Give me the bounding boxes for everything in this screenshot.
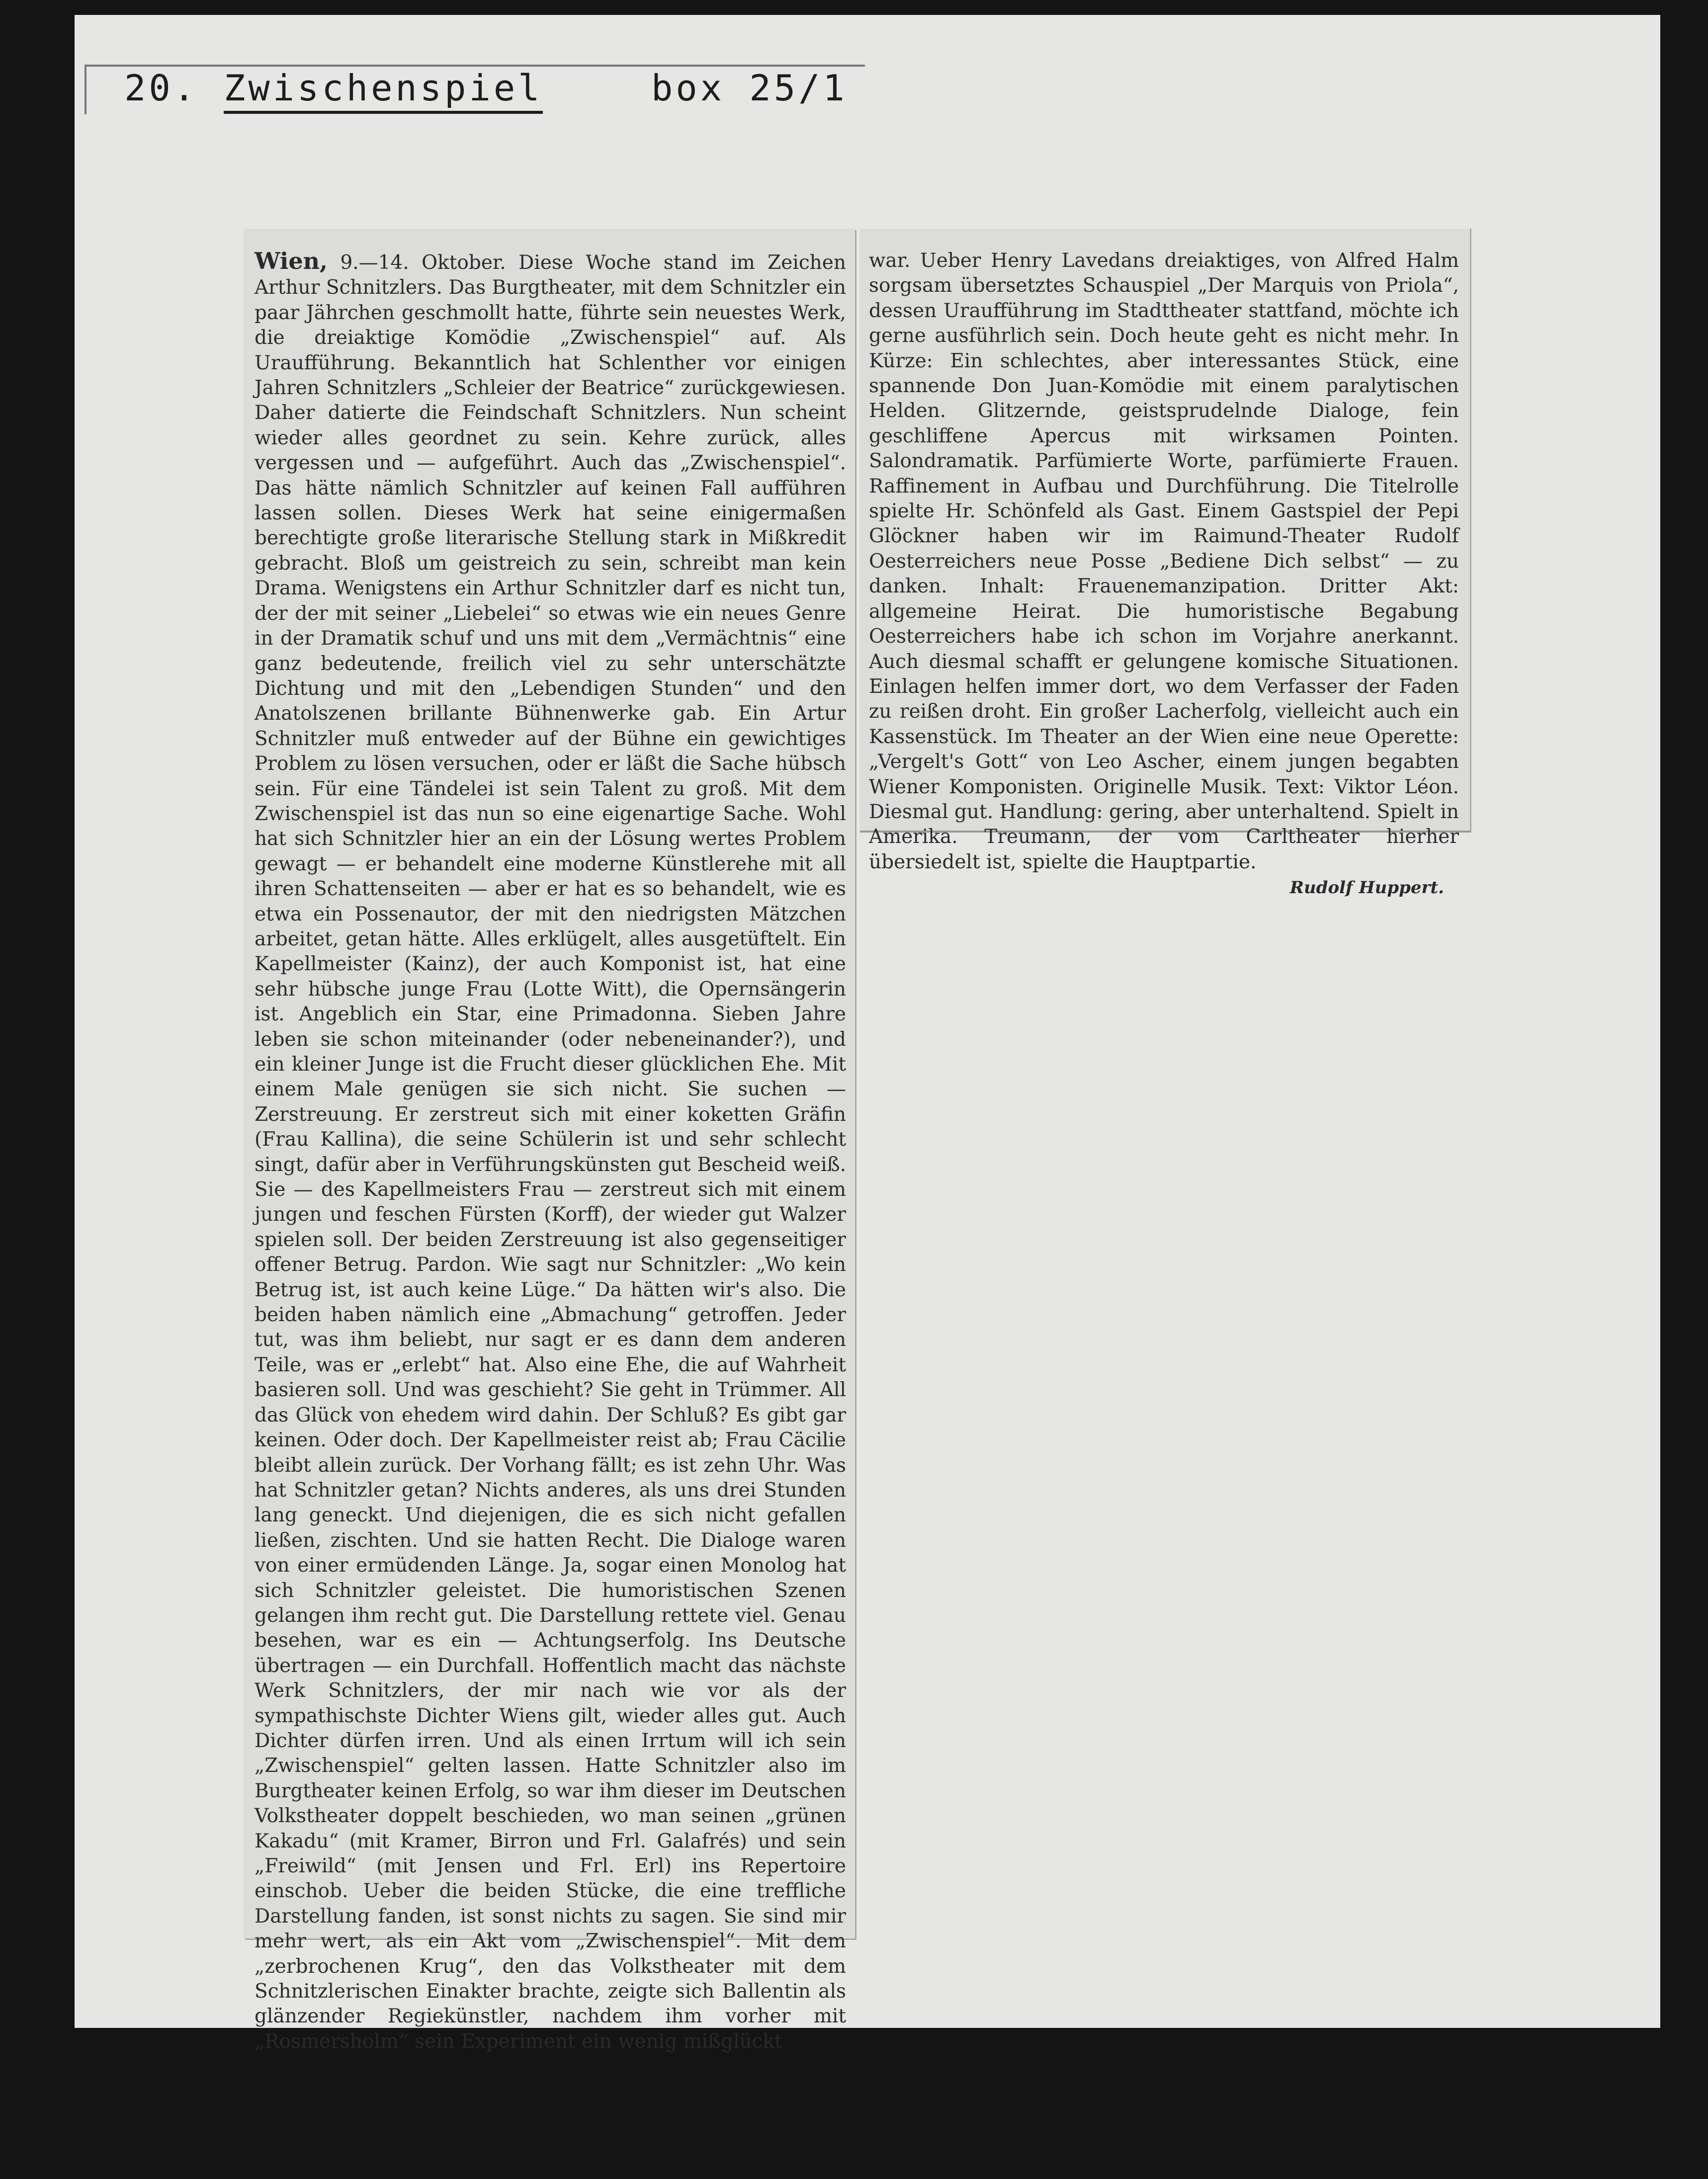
archive-sheet	[75, 15, 1660, 2053]
author-signature: Rudolf Huppert.	[1289, 878, 1444, 898]
dateline-date: 9.—14. Oktober.	[340, 251, 506, 274]
folder-number: 20.	[124, 67, 198, 109]
header-rule	[85, 65, 865, 67]
article-body-left: Diese Woche stand im Zeichen Arthur Schnitzlers. Das Burgtheater, mit dem Schnitzler ein paar Jährchen geschmollt hatte, führte sein neuestes Werk, die dreiaktige Komödie „Zwischenspiel“ auf. Als Uraufführung. Bekanntlich hat Schlenther vor einigen Jahren Schnitzlers „Schleier der Beatrice“ zurückgewiesen. Daher datierte die Feindschaft Schnitzlers. Nun scheint wieder alles geordnet zu sein. Kehre zurück, alles vergessen und — aufgeführt. Auch das „Zwischenspiel“. Das hätte nämlich Schnitzler auf keinen Fall aufführen lassen sollen. Dieses Werk hat seine einigermaßen berechtigte große literarische Stellung stark in Mißkredit gebracht. Bloß um geistreich zu sein, schreibt man kein Drama. Wenigstens ein Arthur Schnitzler darf es nicht tun, der der mit seiner „Liebelei“ so etwas wie ein neues Genre in der Dramatik schuf und uns mit dem „Vermächtnis“ eine ganz bedeutende, freilich viel zu sehr unterschätzte Dichtung und mit den „Lebendigen Stunden“ und den Anatolszenen brillante Bühnenwerke gab. Ein Artur Schnitzler muß entweder auf der Bühne ein gewichtiges Problem zu lösen versuchen, oder er läßt die Sache hübsch sein. Für eine Tändelei ist sein Talent zu groß. Mit dem Zwischenspiel ist das nun so eine eigenartige Sache. Wohl hat sich Schnitzler hier an ein der Lösung wertes Problem gewagt — er behandelt eine moderne Künstlerehe mit all ihren Schattenseiten — aber er hat es so behandelt, wie es etwa ein Possenautor, der mit den niedrigsten Mätzchen arbeitet, getan hätte. Alles erklügelt, alles ausgetüftelt. Ein Kapellmeister (Kainz), der auch Komponist ist, hat eine sehr hübsche junge Frau (Lotte Witt), die Opernsängerin ist. Angeblich ein Star, eine Primadonna. Sieben Jahre leben sie schon miteinander (oder nebeneinander?), und ein kleiner Junge ist die Frucht dieser glücklichen Ehe. Mit einem Male genügen sie sich nicht. Sie suchen — Zerstreuung. Er zerstreut sich mit einer koketten Gräfin (Frau Kallina), die seine Schülerin ist und sehr schlecht singt, dafür aber in Verführungskünsten gut Bescheid weiß. Sie — des Kapellmeisters Frau — zerstreut sich mit einem jungen und feschen Fürsten (Korff), der wieder gut Walzer spielen soll. Der beiden Zerstreuung ist also gegenseitiger offener Betrug. Pardon. Wie sagt nur Schnitzler: „Wo kein Betrug ist, ist auch keine Lüge.“ Da hätten wir's also. Die beiden haben nämlich eine „Abmachung“ getroffen. Jeder tut, was ihm beliebt, nur sagt er es dann dem anderen Teile, was er „erlebt“ hat. Also eine Ehe, die auf Wahrheit basieren soll. Und was geschieht? Sie geht in Trümmer. All das Glück von ehedem wird dahin. Der Schluß? Es gibt gar keinen. Oder doch. Der Kapellmeister reist ab; Frau Cäcilie bleibt allein zurück. Der Vorhang fällt; es ist zehn Uhr. Was hat Schnitzler getan? Nichts anderes, als uns drei Stunden lang geneckt. Und diejenigen, die es sich nicht gefallen ließen, zischten. Und sie hatten Recht. Die Dialoge waren von einer ermüdenden Länge. Ja, sogar einen Monolog hat sich Schnitzler geleistet. Die humoristischen Szenen gelangen ihm recht gut. Die Darstellung rettete viel. Genau besehen, war es ein — Achtungserfolg. Ins Deutsche übertragen — ein Durchfall. Hoffentlich macht das nächste Werk Schnitzlers, der mir nach wie vor als der sympathischste Dichter Wiens gilt, wieder alles gut. Auch Dichter dürfen irren. Und als einen Irrtum will ich sein „Zwischenspiel“ gelten lassen. Hatte Schnitzler also im Burgtheater keinen Erfolg, so war ihm dieser im Deutschen Volkstheater doppelt beschieden, wo man seinen „grünen Kakadu“ (mit Kramer, Birron und Frl. Galafrés) und sein „Freiwild“ (mit Jensen und Frl. Erl) ins Repertoire einschob. Ueber die beiden Stücke, die eine treffliche Darstellung fanden, ist sonst nichts zu sagen. Sie sind mir mehr wert, als ein Akt vom „Zwischenspiel“. Mit dem „zerbrochenen Krug“, den das Volkstheater mit dem Schnitzlerischen Einakter brachte, zeigte sich Ballentin als glänzender Regiekünstler, nachdem ihm vorher mit „Rosmersholm“ sein Experiment ein wenig mißglückt	[255, 251, 846, 2053]
article-column-left	[255, 249, 846, 2054]
article-body-right: war. Ueber Henry Lavedans dreiaktiges, von Alfred Halm sorgsam übersetztes Schauspiel „Der Marquis von Priola“, dessen Uraufführung im Stadttheater stattfand, möchte ich gerne ausführlich sein. Doch heute geht es nicht mehr. In Kürze: Ein schlechtes, aber interessantes Stück, eine spannende Don Juan-Komödie mit einem paralytischen Helden. Glitzernde, geistsprudelnde Dialoge, fein geschliffene Apercus mit wirksamen Pointen. Salondramatik. Parfümierte Worte, parfümierte Frauen. Raffinement in Aufbau und Durchführung. Die Titelrolle spielte Hr. Schönfeld als Gast. Einem Gastspiel der Pepi Glöckner haben wir im Raimund-Theater Rudolf Oesterreichers neue Posse „Bediene Dich selbst“ — zu danken. Inhalt: Frauenemanzipation. Dritter Akt: allgemeine Heirat. Die humoristische Begabung Oesterreichers habe ich schon im Vorjahre anerkannt. Auch diesmal schafft er gelungene komische Situationen. Einlagen helfen immer dort, wo dem Verfasser der Faden zu reißen droht. Ein großer Lacherfolg, vielleicht auch ein Kassenstück. Im Theater an der Wien eine neue Operette: „Vergelt's Gott“ von Leo Ascher, einem jungen begabten Wiener Komponisten. Originelle Musik. Text: Viktor Léon. Diesmal gut. Handlung: gering, aber unterhaltend. Spielt in Amerika. Treumann, der vom Carltheater hierher übersiedelt ist, spielte die Hauptpartie.	[869, 250, 1459, 873]
box-reference: box 25/1	[651, 67, 848, 109]
dateline-place: Wien,	[255, 248, 328, 274]
newspaper-clipping-left	[244, 229, 855, 2053]
header-corner-mark	[85, 65, 86, 114]
folder-title: Zwischenspiel	[224, 67, 543, 114]
newspaper-clipping-right	[860, 229, 1471, 898]
article-column-right	[869, 249, 1459, 875]
